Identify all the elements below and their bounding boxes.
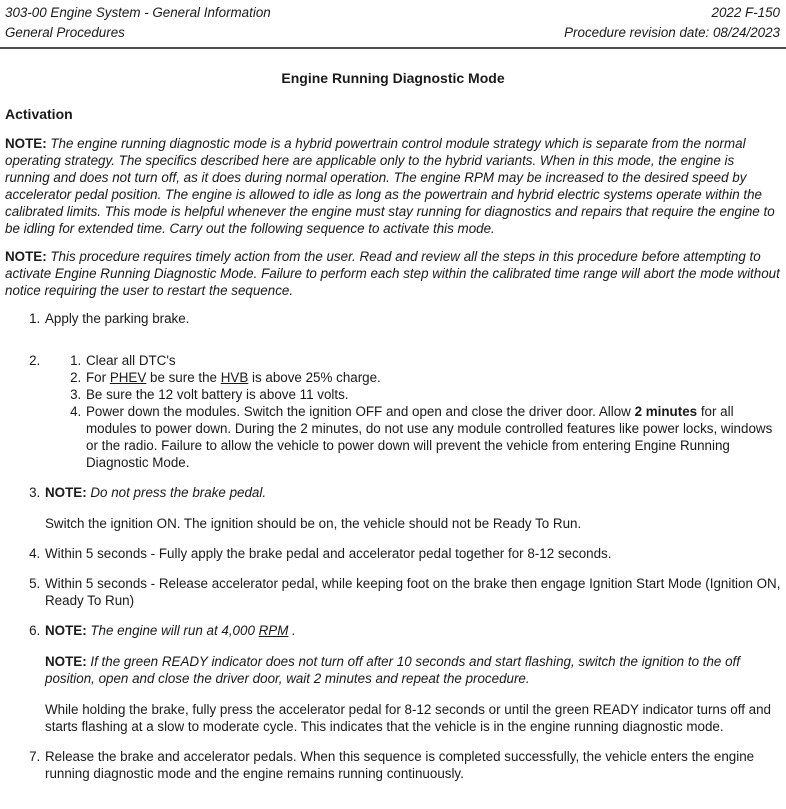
step-7 <box>44 748 781 782</box>
hvb-acronym-link[interactable]: HVB <box>220 370 249 385</box>
step-3 <box>44 484 781 532</box>
revision-date: Procedure revision date: 08/24/2023 <box>564 25 780 40</box>
text-run: While holding the brake, fully press the accelerator pedal for 8-12 seconds or until the green READY indicator turns off and starts flashing at a slow to moderate cycle. This indicates that the vehicle is in the engine running diagnostic mode. <box>45 702 771 734</box>
text-run: The engine will run at 4,000 <box>86 623 259 638</box>
step-5 <box>44 575 781 609</box>
text-run: Within 5 seconds - Release accelerator pedal, while keeping foot on the brake then engage Ignition Start Mode (Ignition ON, Ready To Run) <box>45 576 781 608</box>
substep-2-2 <box>85 369 781 386</box>
vehicle-model: 2022 F-150 <box>711 5 780 20</box>
text-run: be sure the <box>146 370 221 385</box>
note-label: NOTE: <box>45 654 87 669</box>
page-title: Engine Running Diagnostic Mode <box>281 70 505 86</box>
note-label: NOTE: <box>45 623 87 638</box>
substep-2-3 <box>85 386 781 403</box>
step-3-note <box>45 484 781 501</box>
text-run: Apply the parking brake. <box>45 311 190 326</box>
text-run: Release the brake and accelerator pedals. When this sequence is completed successfully, the vehicle enters the engine running diagnostic mode and the engine remains running continuously. <box>45 749 755 781</box>
procedure-content <box>0 70 786 809</box>
activation-steps-list <box>5 310 781 782</box>
text-run: Switch the ignition ON. The ignition should be on, the vehicle should not be Ready To Run. <box>45 516 582 531</box>
step-4-text <box>45 545 781 562</box>
step-2 <box>44 352 781 471</box>
note-label: NOTE: <box>45 485 87 500</box>
section-heading-activation: Activation <box>5 106 73 122</box>
text-run: Clear all DTC's <box>86 353 176 368</box>
text-run: . <box>288 623 296 638</box>
text-run: Do not press the brake pedal. <box>86 485 267 500</box>
doc-subsection-title: General Procedures <box>5 25 125 40</box>
text-run: Within 5 seconds - Fully apply the brake pedal and accelerator pedal together for 8-12 seconds. <box>45 546 612 561</box>
header-left <box>5 3 271 43</box>
step-1 <box>44 310 781 327</box>
step-6-note-rpm <box>45 622 781 639</box>
step-1-text <box>45 310 781 327</box>
step-6-note-ready-indicator <box>45 653 781 687</box>
step-4 <box>44 545 781 562</box>
text-run: For <box>86 370 110 385</box>
text-run: for all modules to power down. During the 2 minutes, do not use any module controlled features like power locks, windows or the radio. Failure to allow the vehicle to power down will prevent the vehicle from entering Engine Running Diagnostic Mode. <box>86 404 773 470</box>
header-divider <box>0 47 786 49</box>
step-7-text <box>45 748 781 782</box>
doc-section-title: 303-00 Engine System - General Information <box>5 5 271 20</box>
substep-2-1 <box>85 352 781 369</box>
note-label: NOTE: <box>5 136 47 151</box>
text-run: Be sure the 12 volt battery is above 11 volts. <box>86 387 349 402</box>
phev-acronym-link[interactable]: PHEV <box>109 370 147 385</box>
text-run: 2 minutes <box>634 404 698 419</box>
step-6 <box>44 622 781 735</box>
step-3-text <box>45 515 781 532</box>
text-run: is above 25% charge. <box>248 370 381 385</box>
note-label: NOTE: <box>5 249 47 264</box>
step-2-substeps-list <box>45 352 781 471</box>
step-5-text <box>45 575 781 609</box>
text-run: This procedure requires timely action from the user. Read and review all the steps in this procedure before attempting to activate Engine Running Diagnostic Mode. Failure to perform each step within the calibrated time range will abort the mode without notice requiring the user to restart the sequence. <box>5 249 780 298</box>
text-run: Power down the modules. Switch the ignition OFF and open and close the driver door. Allow <box>86 404 635 419</box>
substep-2-4 <box>85 403 781 471</box>
note-hybrid-strategy <box>5 135 781 237</box>
header-right <box>564 3 780 43</box>
note-timely-action <box>5 248 781 299</box>
text-run: The engine running diagnostic mode is a hybrid powertrain control module strategy which is separate from the normal operating strategy. The specifics described here are applicable only to the hybrid variants. When in this mode, the engine is running and does not turn off, as it does during normal operation. The engine RPM may be increased to the desired speed by accelerator pedal position. The engine is allowed to idle as long as the powertrain and hybrid electric systems operate within the calibrated limits. This mode is helpful whenever the engine must stay running for diagnostics and repairs that require the engine to be idling for extended time. Carry out the following sequence to activate this mode. <box>5 136 775 236</box>
text-run: If the green READY indicator does not turn off after 10 seconds and start flashing, switch the ignition to the off position, open and close the driver door, wait 2 minutes and repeat the procedure. <box>45 654 740 686</box>
step-6-text <box>45 701 781 735</box>
page-header <box>0 0 786 47</box>
rpm-acronym-link[interactable]: RPM <box>258 623 289 638</box>
